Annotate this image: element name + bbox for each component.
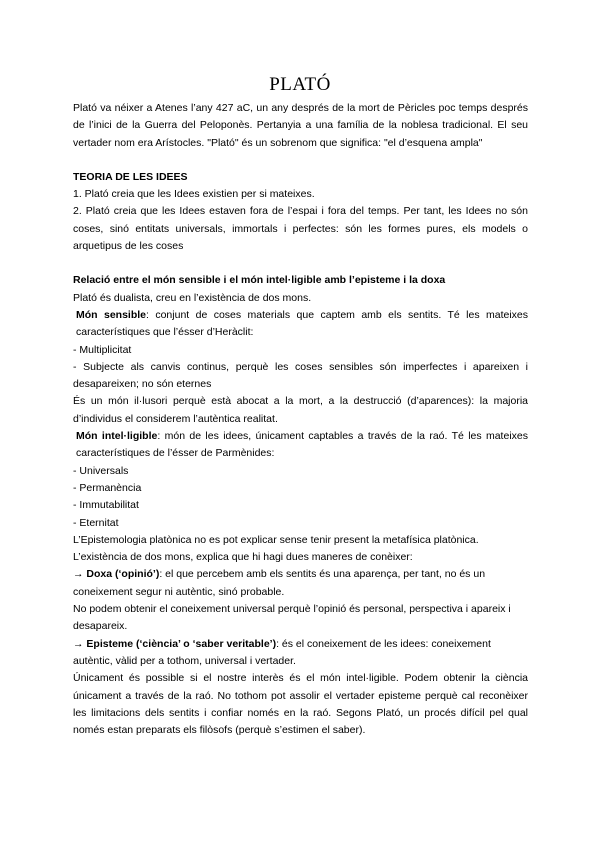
episteme-label: → Episteme (‘ciència’ o ‘saber veritable’) <box>73 637 277 650</box>
mon-intelligible-label: Món intel·ligible <box>76 430 158 443</box>
list-item: - Permanència <box>73 481 142 494</box>
list-item: - Eternitat <box>73 516 119 529</box>
doxa-label: → Doxa (‘opinió’) <box>73 568 160 581</box>
page-title: PLATÓ <box>269 74 331 95</box>
final-paragraph: Únicament és possible si el nostre interès és el món intel·ligible. Podem obtenir la ciència únicament a través de la raó. No tothom pot assolir el vertader episteme perquè cal reconèixer les limitacions dels sentits i confiar només en la raó. Segons Plató, un procés difícil pel qual només estan preparats els filòsofs (perquè s’estimen el saber). <box>73 672 528 737</box>
list-item: - Universals <box>73 464 129 477</box>
nopodem-paragraph: No podem obtenir el coneixement universal perquè l’opinió és personal, perspectiva i apareix i desapareix. <box>73 603 511 633</box>
epistemologia-paragraph: L’Epistemologia platònica no es pot explicar sense tenir present la metafísica platònica. <box>73 533 479 546</box>
mon-sensible-label: Món sensible <box>76 308 147 321</box>
list-item: - Multiplicitat <box>73 343 132 356</box>
dualista-paragraph: Plató és dualista, creu en l’existència de dos mons. <box>73 291 312 304</box>
doxa-paragraph: → Doxa (‘opinió’): el que percebem amb els sentits és una aparença, per tant, no és un coneixement segur ni autèntic, sinó probable. <box>73 568 486 598</box>
document-body <box>73 100 528 739</box>
intro-paragraph: Plató va néixer a Atenes l’any 427 aC, un any després de la mort de Pèricles poc temps després de l’inici de la Guerra del Peloponès. Pertanyia a una família de la noblesa tradicional. El seu vertader nom era Arístocles. "Plató" és un sobrenom que significa: "el d’esquena ampla" <box>73 102 528 149</box>
mon-intelligible-paragraph: Món intel·ligible: món de les idees, únicament captables a través de la raó. Té les mateixes característiques de l’ésser de Parmènides: <box>76 430 528 460</box>
list-item: - Immutabilitat <box>73 499 139 512</box>
illusori-paragraph: És un món il·lusori perquè està abocat a la mort, a la destrucció (d’aparences): la majoria d’individus el considerem l’autèntica realitat. <box>73 395 528 425</box>
existencia-paragraph: L’existència de dos mons, explica que hi hagi dues maneres de conèixer: <box>73 551 413 564</box>
list-item: - Subjecte als canvis continus, perquè les coses sensibles són imperfectes i apareixen i desapareixen; no són eternes <box>73 360 528 391</box>
mon-sensible-paragraph: Món sensible: conjunt de coses materials que captem amb els sentits. Té les mateixes característiques que l’ésser d’Heràclit: <box>76 308 528 339</box>
section-heading-teoria: TEORIA DE LES IDEES <box>73 170 188 183</box>
section-heading-relacio: Relació entre el món sensible i el món intel·ligible amb l’episteme i la doxa <box>73 274 446 287</box>
teoria-point-1: 1. Plató creia que les Idees existien per si mateixes. <box>73 188 315 201</box>
episteme-paragraph: → Episteme (‘ciència’ o ‘saber veritable’): és el coneixement de les idees: coneixement autèntic, vàlid per a tothom, universal i vertader. <box>73 637 491 667</box>
teoria-point-2: 2. Plató creia que les Idees estaven fora de l’espai i fora del temps. Per tant, les Idees no són coses, sinó entitats universals, immortals i perfectes: són les formes pures, els models o arquetipus de les coses <box>73 205 528 253</box>
